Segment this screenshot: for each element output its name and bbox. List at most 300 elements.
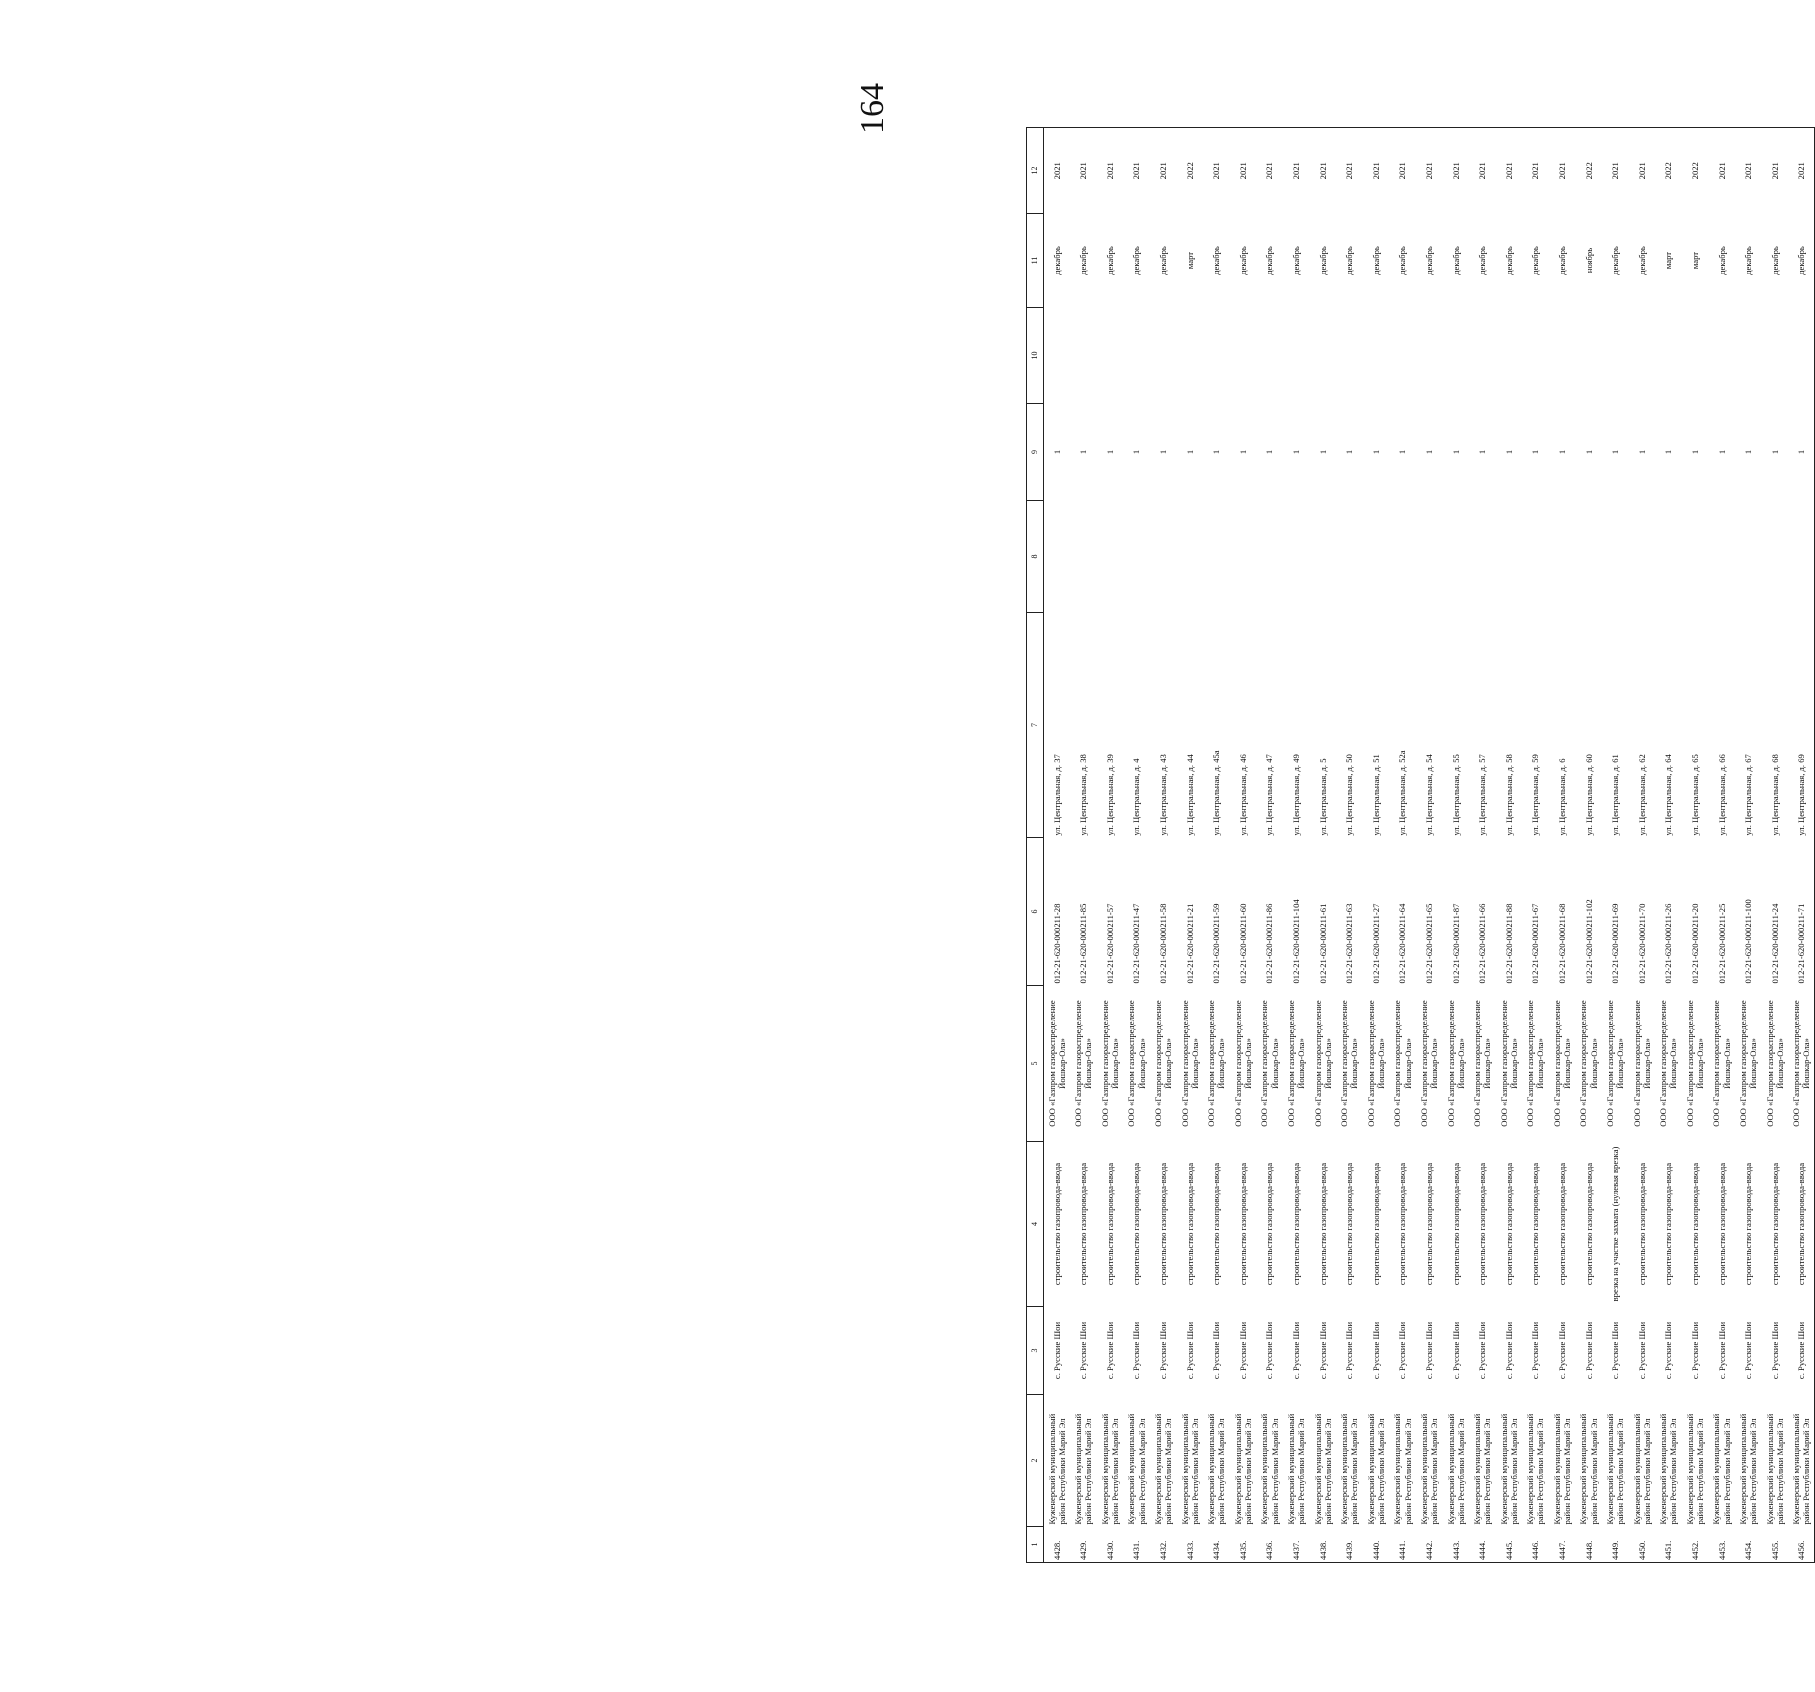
year-cell: 2021	[1097, 128, 1124, 214]
address-cell: ул. Центральная, д. 68	[1769, 754, 1780, 836]
village-cell: с. Русские Шои	[1158, 1321, 1169, 1380]
empty-cell-8	[1283, 501, 1310, 613]
header-row	[1027, 128, 1044, 1563]
empty-cell-10	[1442, 308, 1469, 404]
code-cell: 012-21-620-000211-69	[1610, 903, 1621, 984]
address-cell: ул. Центральная, д. 39	[1104, 754, 1115, 836]
village-cell: с. Русские Шои	[1530, 1321, 1541, 1380]
district-cell: Куженерский муниципальный район Республики Марий Эл	[1711, 1413, 1732, 1525]
empty-cell-10	[1256, 308, 1283, 404]
village-cell: с. Русские Шои	[1788, 1307, 1815, 1395]
month-cell: декабрь	[1636, 246, 1647, 275]
empty-cell-10	[1150, 308, 1177, 404]
empty-cell-8	[1708, 501, 1735, 613]
village-cell: с. Русские Шои	[1317, 1321, 1328, 1380]
empty-cell-10	[1283, 308, 1310, 404]
district-cell: Куженерский муниципальный район Республики Марий Эл	[1179, 1413, 1200, 1525]
village-cell: с. Русские Шои	[1184, 1321, 1195, 1380]
empty-cell-10	[1044, 308, 1071, 404]
quantity-cell: 1	[1769, 449, 1780, 455]
operator-cell: ООО «Газпром газораспределение Йошкар-Ола»	[1525, 1000, 1546, 1127]
year-cell: 2021	[1283, 128, 1310, 214]
village-cell: с. Русские Шои	[1477, 1321, 1488, 1380]
address-cell: ул. Центральная, д. 57	[1477, 754, 1488, 836]
work-type-cell: строительство газопровода-ввода	[1291, 1162, 1302, 1286]
month-cell: декабрь	[1237, 246, 1248, 275]
quantity-cell: 1	[1503, 449, 1514, 455]
address-cell: ул. Центральная, д. 55	[1450, 754, 1461, 836]
row-number: 4448.	[1575, 1527, 1602, 1563]
village-cell: с. Русские Шои	[1556, 1321, 1567, 1380]
month-cell: декабрь	[1503, 246, 1514, 275]
quantity-cell: 1	[1788, 404, 1815, 501]
address-cell: ул. Центральная, д. 62	[1636, 754, 1647, 836]
address-cell: ул. Центральная, д. 65	[1689, 754, 1700, 836]
code-cell: 012-21-620-000211-104	[1291, 899, 1302, 984]
month-cell: декабрь	[1788, 214, 1815, 308]
empty-cell-8	[1123, 501, 1150, 613]
empty-cell-10	[1762, 308, 1789, 404]
operator-cell: ООО «Газпром газораспределение Йошкар-Ола»	[1046, 1000, 1068, 1127]
table-row	[1416, 128, 1443, 1563]
operator-cell: ООО «Газпром газораспределение Йошкар-Ола»	[1232, 1000, 1253, 1127]
village-cell: с. Русские Шои	[1051, 1321, 1062, 1380]
empty-cell-8	[1522, 501, 1549, 613]
address-cell: ул. Центральная, д. 49	[1291, 754, 1302, 836]
row-number: 4434.	[1203, 1527, 1230, 1563]
year-cell: 2021	[1442, 128, 1469, 214]
district-cell: Куженерский муниципальный район Республики Марий Эл	[1339, 1413, 1360, 1525]
year-cell: 2021	[1230, 128, 1257, 214]
row-number: 4447.	[1549, 1527, 1576, 1563]
work-type-cell: строительство газопровода-ввода	[1716, 1162, 1727, 1286]
district-cell: Куженерский муниципальный район Республики Марий Эл	[1152, 1413, 1174, 1525]
table-row	[1203, 128, 1230, 1563]
quantity-cell: 1	[1556, 449, 1567, 455]
row-number: 4435.	[1230, 1527, 1257, 1563]
empty-cell-8	[1442, 501, 1469, 613]
work-type-cell: строительство газопровода-ввода	[1237, 1162, 1248, 1286]
work-type-cell: врезка на участке захвата (нулевая врезка)	[1610, 1146, 1621, 1302]
code-cell: 012-21-620-000211-63	[1344, 903, 1355, 984]
quantity-cell: 1	[1264, 449, 1275, 455]
work-type-cell: строительство газопровода-ввода	[1317, 1162, 1328, 1286]
quantity-cell: 1	[1104, 449, 1115, 455]
code-cell: 012-21-620-000211-68	[1556, 903, 1567, 984]
page-number: 164	[854, 83, 891, 134]
empty-cell-10	[1629, 308, 1656, 404]
empty-cell-8	[1735, 501, 1762, 613]
year-cell: 2021	[1123, 128, 1150, 214]
village-cell: с. Русские Шои	[1450, 1321, 1461, 1380]
month-cell: декабрь	[1556, 246, 1567, 275]
column-header-12: 12	[1027, 128, 1044, 214]
year-cell: 2021	[1708, 128, 1735, 214]
work-type-cell: строительство газопровода-ввода	[1636, 1162, 1647, 1286]
work-type-cell: строительство газопровода-ввода	[1743, 1162, 1754, 1286]
operator-cell: ООО «Газпром газораспределение Йошкар-Ола»	[1738, 1000, 1759, 1127]
year-cell: 2021	[1203, 128, 1230, 214]
address-cell: ул. Центральная, д. 64	[1663, 754, 1674, 836]
work-type-cell: строительство газопровода-ввода	[1689, 1162, 1700, 1286]
district-cell: Куженерский муниципальный район Республики Марий Эл	[1738, 1413, 1759, 1525]
empty-cell-8	[1097, 501, 1124, 613]
code-cell: 012-21-620-000211-88	[1503, 903, 1514, 984]
operator-cell: ООО «Газпром газораспределение Йошкар-Ола»	[1179, 1000, 1200, 1127]
year-cell: 2021	[1496, 128, 1523, 214]
district-cell: Куженерский муниципальный район Республики Марий Эл	[1418, 1413, 1440, 1525]
district-cell: Куженерский муниципальный район Республики Марий Эл	[1312, 1413, 1333, 1525]
row-number: 4442.	[1416, 1527, 1443, 1563]
operator-cell: ООО «Газпром газораспределение Йошкар-Ола»	[1658, 1000, 1679, 1127]
year-cell: 2021	[1522, 128, 1549, 214]
operator-cell: ООО «Газпром газораспределение Йошкар-Ола»	[1206, 1000, 1227, 1127]
quantity-cell: 1	[1184, 449, 1195, 455]
empty-cell-8	[1150, 501, 1177, 613]
quantity-cell: 1	[1131, 449, 1142, 455]
quantity-cell: 1	[1317, 449, 1328, 455]
month-cell: март	[1184, 251, 1195, 270]
table-row	[1336, 128, 1363, 1563]
column-header-4: 4	[1027, 1142, 1044, 1307]
district-cell: Куженерский муниципальный район Республики Марий Эл	[1788, 1395, 1815, 1527]
district-cell: Куженерский муниципальный район Республики Марий Эл	[1684, 1413, 1706, 1525]
table-row	[1549, 128, 1576, 1563]
address-cell: ул. Центральная, д. 4	[1131, 758, 1142, 836]
table-row	[1150, 128, 1177, 1563]
code-cell: 012-21-620-000211-58	[1158, 903, 1169, 984]
table-row	[1629, 128, 1656, 1563]
empty-cell-10	[1363, 308, 1390, 404]
code-cell: 012-21-620-000211-67	[1530, 903, 1541, 984]
code-cell: 012-21-620-000211-100	[1743, 899, 1754, 984]
month-cell: декабрь	[1477, 246, 1488, 275]
village-cell: с. Русские Шои	[1610, 1321, 1621, 1380]
empty-cell-8	[1655, 501, 1682, 613]
address-cell: ул. Центральная, д. 47	[1264, 754, 1275, 836]
table-row	[1389, 128, 1416, 1563]
address-cell: ул. Центральная, д. 44	[1184, 754, 1195, 836]
empty-cell-8	[1629, 501, 1656, 613]
row-number: 4444.	[1469, 1527, 1496, 1563]
code-cell: 012-21-620-000211-71	[1788, 838, 1815, 986]
work-type-cell: строительство газопровода-ввода	[1211, 1162, 1222, 1286]
quantity-cell: 1	[1477, 449, 1488, 455]
village-cell: с. Русские Шои	[1131, 1321, 1142, 1380]
district-cell: Куженерский муниципальный район Республики Марий Эл	[1392, 1413, 1413, 1525]
village-cell: с. Русские Шои	[1769, 1321, 1780, 1380]
code-cell: 012-21-620-000211-26	[1663, 903, 1674, 984]
district-cell: Куженерский муниципальный район Республики Марий Эл	[1365, 1413, 1386, 1525]
month-cell: декабрь	[1397, 246, 1408, 275]
row-number: 4443.	[1442, 1527, 1469, 1563]
village-cell: с. Русские Шои	[1397, 1321, 1408, 1380]
code-cell: 012-21-620-000211-57	[1104, 903, 1115, 984]
empty-cell-10	[1176, 308, 1203, 404]
table-row	[1283, 128, 1310, 1563]
district-cell: Куженерский муниципальный район Республики Марий Эл	[1259, 1413, 1280, 1525]
operator-cell: ООО «Газпром газораспределение Йошкар-Ола»	[1788, 986, 1815, 1142]
registry-table	[1026, 127, 1815, 1563]
month-cell: декабрь	[1424, 246, 1434, 275]
column-header-2: 2	[1027, 1395, 1044, 1527]
empty-cell-8	[1309, 501, 1336, 613]
code-cell: 012-21-620-000211-59	[1211, 903, 1222, 984]
village-cell: с. Русские Шои	[1370, 1321, 1381, 1380]
district-cell: Куженерский муниципальный район Республики Марий Эл	[1285, 1413, 1307, 1525]
row-number: 4449.	[1602, 1527, 1629, 1563]
quantity-cell: 1	[1051, 449, 1062, 455]
district-cell: Куженерский муниципальный район Республики Марий Эл	[1046, 1413, 1068, 1525]
operator-cell: ООО «Газпром газораспределение Йошкар-Ола»	[1126, 1000, 1147, 1127]
empty-cell-8	[1496, 501, 1523, 613]
empty-cell-10	[1336, 308, 1363, 404]
district-cell: Куженерский муниципальный район Республики Марий Эл	[1525, 1413, 1546, 1525]
empty-cell-10	[1549, 308, 1576, 404]
work-type-cell: строительство газопровода-ввода	[1503, 1162, 1514, 1286]
month-cell: март	[1689, 251, 1700, 270]
district-cell: Куженерский муниципальный район Республики Марий Эл	[1631, 1413, 1652, 1525]
work-type-cell: строительство газопровода-ввода	[1264, 1162, 1275, 1286]
empty-cell-8	[1203, 501, 1230, 613]
code-cell: 012-21-620-000211-60	[1237, 903, 1248, 984]
operator-cell: ООО «Газпром газораспределение Йошкар-Ола»	[1764, 1000, 1785, 1127]
column-header-1: 1	[1027, 1527, 1044, 1563]
month-cell: декабрь	[1530, 246, 1541, 275]
district-cell: Куженерский муниципальный район Республики Марий Эл	[1472, 1413, 1493, 1525]
code-cell: 012-21-620-000211-25	[1716, 903, 1727, 984]
row-number: 4452.	[1682, 1527, 1709, 1563]
row-number: 4456.	[1788, 1527, 1815, 1563]
address-cell: ул. Центральная, д. 54	[1424, 754, 1434, 836]
operator-cell: ООО «Газпром газораспределение Йошкар-Ола»	[1099, 1000, 1120, 1127]
row-number: 4454.	[1735, 1527, 1762, 1563]
code-cell: 012-21-620-000211-28	[1051, 903, 1062, 984]
address-cell: ул. Центральная, д. 61	[1610, 754, 1621, 836]
month-cell: декабрь	[1610, 246, 1621, 275]
year-cell: 2021	[1735, 128, 1762, 214]
code-cell: 012-21-620-000211-70	[1636, 903, 1647, 984]
row-number: 4433.	[1176, 1527, 1203, 1563]
address-cell: ул. Центральная, д. 45а	[1211, 750, 1222, 836]
month-cell: декабрь	[1291, 246, 1302, 275]
work-type-cell: строительство газопровода-ввода	[1530, 1162, 1541, 1286]
row-number: 4429.	[1070, 1527, 1097, 1563]
village-cell: с. Русские Шои	[1663, 1321, 1674, 1380]
month-cell: декабрь	[1317, 246, 1328, 275]
address-cell: ул. Центральная, д. 69	[1788, 613, 1815, 838]
table-row	[1655, 128, 1682, 1563]
address-cell: ул. Центральная, д. 46	[1237, 754, 1248, 836]
address-cell: ул. Центральная, д. 58	[1503, 754, 1514, 836]
work-type-cell: строительство газопровода-ввода	[1370, 1162, 1381, 1286]
table-row	[1044, 128, 1071, 1563]
empty-cell-8	[1363, 501, 1390, 613]
month-cell: декабрь	[1104, 246, 1115, 275]
empty-cell-10	[1735, 308, 1762, 404]
empty-cell-10	[1230, 308, 1257, 404]
quantity-cell: 1	[1158, 449, 1169, 455]
operator-cell: ООО «Газпром газораспределение Йошкар-Ола»	[1365, 1000, 1386, 1127]
empty-cell-10	[1123, 308, 1150, 404]
row-number: 4446.	[1522, 1527, 1549, 1563]
code-cell: 012-21-620-000211-87	[1450, 903, 1461, 984]
work-type-cell: строительство газопровода-ввода	[1184, 1162, 1195, 1286]
year-cell: 2021	[1363, 128, 1390, 214]
work-type-cell: строительство газопровода-ввода	[1556, 1162, 1567, 1286]
quantity-cell: 1	[1716, 449, 1727, 455]
district-cell: Куженерский муниципальный район Республики Марий Эл	[1232, 1413, 1253, 1525]
operator-cell: ООО «Газпром газораспределение Йошкар-Ола»	[1339, 1000, 1360, 1127]
operator-cell: ООО «Газпром газораспределение Йошкар-Ола»	[1578, 1000, 1599, 1127]
row-number: 4450.	[1629, 1527, 1656, 1563]
quantity-cell: 1	[1424, 449, 1434, 455]
table-header	[1027, 128, 1044, 1563]
year-cell: 2021	[1762, 128, 1789, 214]
table-row	[1708, 128, 1735, 1563]
empty-cell-10	[1602, 308, 1629, 404]
operator-cell: ООО «Газпром газораспределение Йошкар-Ола»	[1711, 1000, 1732, 1127]
address-cell: ул. Центральная, д. 6	[1556, 758, 1567, 836]
empty-cell-8	[1070, 501, 1097, 613]
month-cell: декабрь	[1344, 246, 1355, 275]
empty-cell-10	[1416, 308, 1443, 404]
table-row	[1230, 128, 1257, 1563]
operator-cell: ООО «Газпром газораспределение Йошкар-Ола»	[1631, 1000, 1652, 1127]
quantity-cell: 1	[1291, 449, 1302, 455]
column-header-11: 11	[1027, 214, 1044, 308]
address-cell: ул. Центральная, д. 52а	[1397, 750, 1408, 836]
month-cell: декабрь	[1078, 246, 1089, 275]
village-cell: с. Русские Шои	[1636, 1321, 1647, 1380]
year-cell: 2021	[1150, 128, 1177, 214]
year-cell: 2021	[1602, 128, 1629, 214]
year-cell: 2021	[1469, 128, 1496, 214]
district-cell: Куженерский муниципальный район Республики Марий Эл	[1073, 1413, 1094, 1525]
year-cell: 2022	[1682, 128, 1709, 214]
code-cell: 012-21-620-000211-102	[1583, 899, 1594, 984]
row-number: 4439.	[1336, 1527, 1363, 1563]
month-cell: ноябрь	[1583, 247, 1594, 274]
month-cell: декабрь	[1769, 246, 1780, 275]
district-cell: Куженерский муниципальный район Республики Марий Эл	[1551, 1413, 1573, 1525]
table-row	[1575, 128, 1602, 1563]
quantity-cell: 1	[1078, 449, 1089, 455]
row-number: 4455.	[1762, 1527, 1789, 1563]
village-cell: с. Русские Шои	[1424, 1321, 1434, 1380]
quantity-cell: 1	[1610, 449, 1621, 455]
work-type-cell: строительство газопровода-ввода	[1424, 1162, 1434, 1286]
table-row	[1070, 128, 1097, 1563]
district-cell: Куженерский муниципальный район Республики Марий Эл	[1498, 1413, 1519, 1525]
year-cell: 2021	[1788, 128, 1815, 214]
table-row	[1496, 128, 1523, 1563]
row-number: 4428.	[1044, 1527, 1071, 1563]
empty-cell-8	[1176, 501, 1203, 613]
empty-cell-8	[1336, 501, 1363, 613]
rotated-table-wrapper	[1026, 128, 1812, 1563]
empty-cell-10	[1788, 308, 1815, 404]
quantity-cell: 1	[1237, 449, 1248, 455]
code-cell: 012-21-620-000211-65	[1424, 903, 1434, 984]
village-cell: с. Русские Шои	[1237, 1321, 1248, 1380]
code-cell: 012-21-620-000211-66	[1477, 903, 1488, 984]
code-cell: 012-21-620-000211-64	[1397, 903, 1408, 984]
code-cell: 012-21-620-000211-86	[1264, 903, 1275, 984]
empty-cell-10	[1309, 308, 1336, 404]
work-type-cell: строительство газопровода-ввода	[1158, 1162, 1169, 1286]
column-header-6: 6	[1027, 838, 1044, 986]
work-type-cell: строительство газопровода-ввода	[1663, 1162, 1674, 1286]
address-cell: ул. Центральная, д. 5	[1317, 758, 1328, 836]
district-cell: Куженерский муниципальный район Республики Марий Эл	[1605, 1413, 1626, 1525]
village-cell: с. Русские Шои	[1291, 1321, 1302, 1380]
column-header-8: 8	[1027, 501, 1044, 613]
district-cell: Куженерский муниципальный район Республики Марий Эл	[1445, 1413, 1466, 1525]
code-cell: 012-21-620-000211-47	[1131, 903, 1142, 984]
year-cell: 2022	[1655, 128, 1682, 214]
table-row	[1469, 128, 1496, 1563]
row-number: 4441.	[1389, 1527, 1416, 1563]
operator-cell: ООО «Газпром газораспределение Йошкар-Ола»	[1551, 1000, 1573, 1127]
code-cell: 012-21-620-000211-24	[1769, 903, 1780, 984]
work-type-cell: строительство газопровода-ввода	[1051, 1162, 1062, 1286]
year-cell: 2021	[1389, 128, 1416, 214]
year-cell: 2021	[1629, 128, 1656, 214]
column-header-5: 5	[1027, 986, 1044, 1142]
district-cell: Куженерский муниципальный район Республики Марий Эл	[1206, 1413, 1227, 1525]
column-header-10: 10	[1027, 308, 1044, 404]
table-row	[1309, 128, 1336, 1563]
month-cell: декабрь	[1370, 246, 1381, 275]
year-cell: 2021	[1416, 128, 1443, 214]
column-header-9: 9	[1027, 404, 1044, 501]
empty-cell-10	[1655, 308, 1682, 404]
district-cell: Куженерский муниципальный район Республики Марий Эл	[1099, 1413, 1120, 1525]
table-row	[1682, 128, 1709, 1563]
month-cell: декабрь	[1158, 246, 1169, 275]
table-row	[1442, 128, 1469, 1563]
quantity-cell: 1	[1636, 449, 1647, 455]
empty-cell-8	[1602, 501, 1629, 613]
empty-cell-8	[1575, 501, 1602, 613]
operator-cell: ООО «Газпром газораспределение Йошкар-Ола»	[1445, 1000, 1466, 1127]
empty-cell-8	[1230, 501, 1257, 613]
operator-cell: ООО «Газпром газораспределение Йошкар-Ола»	[1312, 1000, 1333, 1127]
empty-cell-8	[1469, 501, 1496, 613]
row-number: 4440.	[1363, 1527, 1390, 1563]
year-cell: 2021	[1336, 128, 1363, 214]
empty-cell-8	[1416, 501, 1443, 613]
month-cell: декабрь	[1051, 246, 1062, 275]
address-cell: ул. Центральная, д. 59	[1530, 754, 1541, 836]
row-number: 4453.	[1708, 1527, 1735, 1563]
address-cell: ул. Центральная, д. 66	[1716, 754, 1727, 836]
code-cell: 012-21-620-000211-21	[1184, 903, 1195, 984]
table-row	[1097, 128, 1124, 1563]
village-cell: с. Русские Шои	[1211, 1321, 1222, 1380]
village-cell: с. Русские Шои	[1264, 1321, 1275, 1380]
table-row	[1602, 128, 1629, 1563]
empty-cell-10	[1575, 308, 1602, 404]
address-cell: ул. Центральная, д. 38	[1078, 754, 1089, 836]
empty-cell-8	[1549, 501, 1576, 613]
month-cell: декабрь	[1131, 246, 1142, 275]
operator-cell: ООО «Газпром газораспределение Йошкар-Ола»	[1392, 1000, 1413, 1127]
year-cell: 2021	[1309, 128, 1336, 214]
table-row	[1123, 128, 1150, 1563]
empty-cell-10	[1708, 308, 1735, 404]
